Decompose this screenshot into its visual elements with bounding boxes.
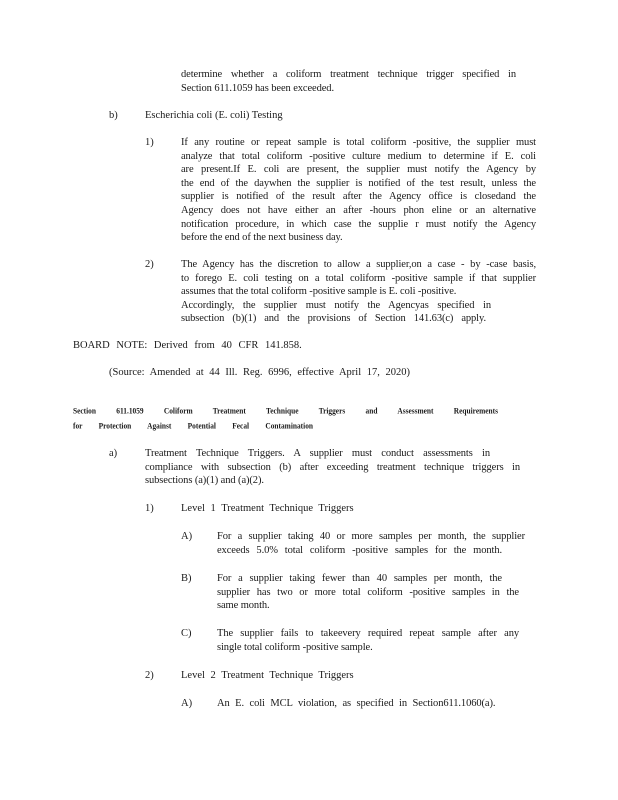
text-line: subsections (a)(1) and (a)(2).: [145, 475, 264, 487]
item-label-a2: 2): [145, 670, 154, 681]
level1-title: Level 1 Treatment Technique Triggers: [181, 503, 354, 514]
text-line: supplier is notified of the result after the Agency office is closedand the: [181, 191, 536, 203]
source-note: (Source: Amended at 44 Ill. Reg. 6996, effective April 17, 2020): [109, 367, 410, 378]
text-line: to forego E. coli testing on a total coliform -positive sample if that supplier: [181, 272, 536, 284]
text-line: Section 611.1059 has been exceeded.: [181, 82, 334, 94]
paragraph-a2A: [217, 697, 507, 711]
item-label-b2: 2): [145, 259, 154, 270]
item-label-a1B: B): [181, 573, 192, 584]
paragraph-a1C: [217, 627, 519, 654]
text-line: single total coliform -positive sample.: [217, 641, 373, 653]
text-line: assumes that the total coliform -positive sample is E. coli -positive.: [181, 286, 457, 298]
text-line: supplier has two or more total coliform -positive samples in the: [217, 586, 519, 598]
text-line: Accordingly, the supplier must notify the Agencyas specified in: [181, 299, 491, 311]
text-line: the end of the daywhen the supplier is notified of the test result, unless the: [181, 177, 536, 189]
continuation-paragraph: [181, 68, 516, 95]
item-label-a1: 1): [145, 503, 154, 514]
text-line: analyze that total coliform -positive culture medium to determine if E. coli: [181, 150, 536, 162]
text-line: For a supplier taking 40 or more samples per month, the supplier: [217, 531, 525, 542]
subsection-title-b: Escherichia coli (E. coli) Testing: [145, 110, 283, 121]
text-line: exceeds 5.0% total coliform -positive samples for the month.: [217, 544, 502, 556]
text-line: before the end of the next business day.: [181, 232, 343, 244]
text-line: subsection (b)(1) and the provisions of Section 141.63(c) apply.: [181, 313, 486, 325]
heading-line: Section 611.1059 Coliform Treatment Technique Triggers and Assessment Requirements: [73, 405, 498, 416]
text-line: An E. coli MCL violation, as specified in Section611.1060(a).: [217, 698, 496, 709]
text-line: If any routine or repeat sample is total coliform -positive, the supplier must: [181, 137, 536, 148]
paragraph-a1A: [217, 530, 525, 557]
level2-title: Level 2 Treatment Technique Triggers: [181, 670, 354, 681]
heading-line: for Protection Against Potential Fecal Contamination: [73, 420, 313, 431]
text-line: determine whether a coliform treatment technique trigger specified in: [181, 69, 516, 80]
text-line: same month.: [217, 600, 270, 612]
board-note: BOARD NOTE: Derived from 40 CFR 141.858.: [73, 340, 302, 351]
subsection-label-a: a): [109, 448, 118, 459]
paragraph-a: [145, 447, 520, 488]
text-line: notification procedure, in which case the supplie r must notify the Agency: [181, 218, 536, 230]
item-label-a2A: A): [181, 698, 193, 709]
item-label-a1A: A): [181, 531, 193, 542]
paragraph-a1B: [217, 572, 519, 613]
subsection-label-b: b): [109, 110, 118, 121]
text-line: are present.If E. coli are present, the supplier must notify the Agency by: [181, 164, 536, 176]
section-heading: [73, 403, 498, 433]
item-label-b1: 1): [145, 137, 154, 148]
text-line: compliance with subsection (b) after exceeding treatment technique triggers in: [145, 461, 520, 473]
paragraph-b2: [181, 258, 536, 326]
item-label-a1C: C): [181, 628, 192, 639]
text-line: Agency does not have either an after -hours phon eline or an alternative: [181, 204, 536, 216]
text-line: The Agency has the discretion to allow a supplier,on a case - by -case basis,: [181, 259, 536, 270]
text-line: The supplier fails to takeevery required repeat sample after any: [217, 628, 519, 639]
text-line: For a supplier taking fewer than 40 samples per month, the: [217, 573, 502, 584]
text-line: Treatment Technique Triggers. A supplier must conduct assessments in: [145, 448, 490, 459]
paragraph-b1: [181, 136, 536, 245]
